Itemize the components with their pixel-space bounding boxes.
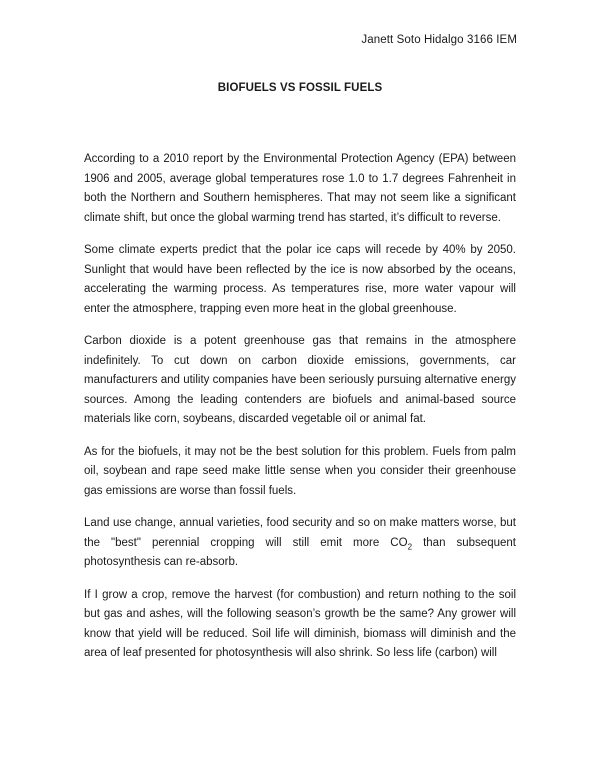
document-title: BIOFUELS VS FOSSIL FUELS [217,82,383,94]
paragraph-4: As for the biofuels, it may not be the best solution for this problem. Fuels from palm oil, soybean and rape seed make little sense when you consider their greenhouse gas emissions are worse than fossil fuels. [84,445,516,497]
paragraph-5-text-after: than subsequent photosynthesis can re-absorb. [84,536,516,568]
author-header: Janett Soto Hidalgo 3166 IEM [361,34,517,46]
paragraph-1: According to a 2010 report by the Environmental Protection Agency (EPA) between 1906 and 2005, average global temperatures rose 1.0 to 1.7 degrees Fahrenheit in both the Northern and Southern hemispheres. That may not seem like a significant climate shift, but once the global warming trend has started, it’s difficult to reverse. [84,153,516,224]
paragraph-6: If I grow a crop, remove the harvest (for combustion) and return nothing to the soil but gas and ashes, will the following season’s growth be the same? Any grower will know that yield will be reduced. Soil life will diminish, biomass will diminish and the area of leaf presented for photosynthesis will also shrink. So less life (carbon) will [84,588,516,659]
paragraph-5 [84,514,516,573]
co2-subscript: 2 [407,541,413,551]
paragraph-3: Carbon dioxide is a potent greenhouse gas that remains in the atmosphere indefinitely. To cut down on carbon dioxide emissions, governments, car manufacturers and utility companies have been seriously pursuing alternative energy sources. Among the leading contenders are biofuels and animal-based source materials like corn, soybeans, discarded vegetable oil or animal fat. [84,335,516,425]
paragraph-2: Some climate experts predict that the polar ice caps will recede by 40% by 2050. Sunlight that would have been reflected by the ice is now absorbed by the oceans, accelerating the warming process. As temperatures rise, more water vapour will enter the atmosphere, trapping even more heat in the global greenhouse. [84,244,516,315]
paragraph-5-text-before: Land use change, annual varieties, food security and so on make matters worse, but the "best" perennial cropping will still emit more CO [84,517,516,549]
document-body [84,150,516,677]
